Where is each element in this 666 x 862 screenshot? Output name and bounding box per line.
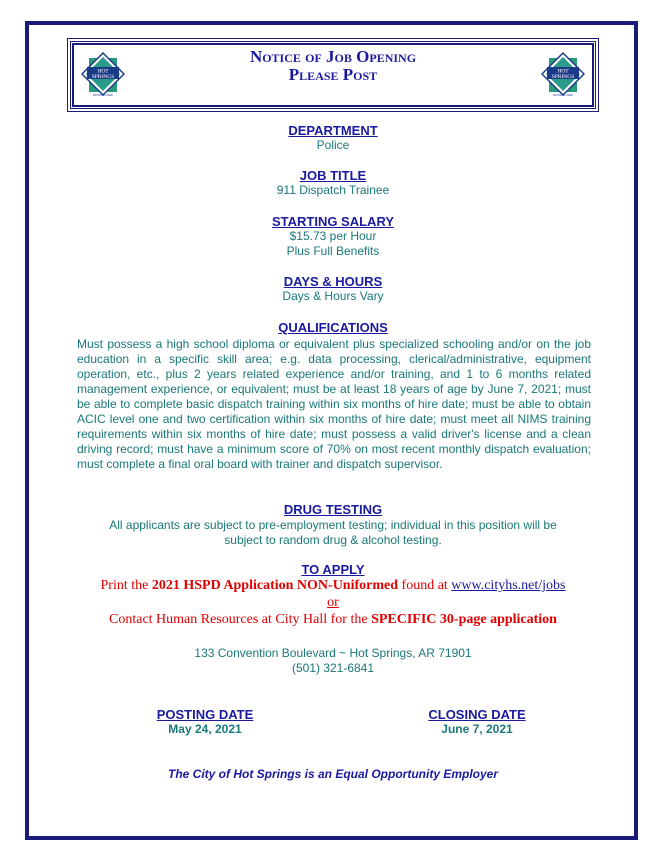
jobs-link[interactable]: www.cityhs.net/jobs (451, 578, 566, 593)
salary-line-2: Plus Full Benefits (286, 244, 380, 258)
header-box (67, 38, 599, 112)
contact-address: 133 Convention Boulevard ~ Hot Springs, AR 71901 (194, 646, 472, 660)
title-line-1: Notice of Job Opening (249, 47, 417, 66)
posting-date-value: May 24, 2021 (168, 722, 242, 736)
closing-date-section (392, 707, 562, 737)
job-title-value: 911 Dispatch Trainee (276, 183, 390, 197)
header-title (71, 48, 595, 84)
drug-testing-line-1: All applicants are subject to pre-employment testing; individual in this position will be (109, 518, 557, 532)
qualifications-heading-wrap (0, 320, 666, 335)
logo-text-bottom: SPRINGS (91, 74, 115, 80)
specific-application: SPECIFIC 30-page application (371, 612, 557, 627)
hot-springs-logo-right (541, 52, 585, 98)
job-title-heading: JOB TITLE (299, 168, 367, 183)
apply-section (0, 562, 666, 629)
contact-section (0, 646, 666, 676)
qualifications-heading: QUALIFICATIONS (278, 320, 388, 335)
apply-heading: TO APPLY (301, 562, 365, 577)
title-line-2: Please Post (288, 65, 378, 84)
department-value: Police (316, 138, 350, 152)
salary-heading: STARTING SALARY (271, 214, 395, 229)
qualifications-text: Must possess a high school diploma or equivalent plus specialized schooling and/or on the job education in a specific skill area; e.g. data processing, clerical/administrative, equipment operation, etc., plus 2 years related experience and/or training, and 1 to 6 months related management experience, or equivalent; must be at least 18 years of age by June 7, 2021; must be able to complete basic dispatch training within six months of hire date; must be able to obtain ACIC level one and two certification within six months of hire date; must meet all NIMS training requirements within six months of hire date; must possess a valid driver's license and a clean driving record; must have a minimum score of 70% on most recent monthly dispatch evaluation; must complete a final oral board with trainer and dispatch supervisor. (77, 337, 591, 471)
closing-date-value: June 7, 2021 (441, 722, 513, 736)
drug-testing-section (0, 502, 666, 548)
equal-opportunity-statement: The City of Hot Springs is an Equal Opportunity Employer (167, 767, 499, 781)
apply-line-1-prefix: Print the (100, 578, 152, 593)
salary-section (0, 214, 666, 259)
contact-phone: (501) 321-6841 (291, 661, 375, 675)
apply-or: or (327, 595, 339, 610)
logo-text-bottom-right: SPRINGS (551, 74, 575, 80)
apply-line-1-mid: found at (398, 578, 452, 593)
logo-subtext: NATIONAL PARK (92, 94, 114, 97)
apply-line-2-prefix: Contact Human Resources at City Hall for the (109, 612, 372, 627)
logo-text-top-right: HOT (557, 68, 569, 75)
apply-line-2 (0, 611, 666, 629)
drug-testing-line-2: subject to random drug & alcohol testing. (224, 533, 442, 547)
department-heading: DEPARTMENT (288, 123, 378, 138)
hours-section (0, 274, 666, 304)
hours-value: Days & Hours Vary (282, 289, 384, 303)
posting-date-section (120, 707, 290, 737)
application-name: 2021 HSPD Application NON-Uniformed (151, 578, 399, 593)
posting-date-heading: POSTING DATE (156, 707, 254, 722)
apply-line-1 (0, 577, 666, 595)
logo-text-top: HOT (97, 68, 109, 75)
department-section (0, 123, 666, 153)
drug-testing-heading: DRUG TESTING (283, 502, 383, 517)
closing-date-heading: CLOSING DATE (428, 707, 526, 722)
job-title-section (0, 168, 666, 198)
hours-heading: DAYS & HOURS (283, 274, 383, 289)
logo-subtext-right: NATIONAL PARK (552, 94, 574, 97)
salary-line-1: $15.73 per Hour (289, 229, 377, 243)
